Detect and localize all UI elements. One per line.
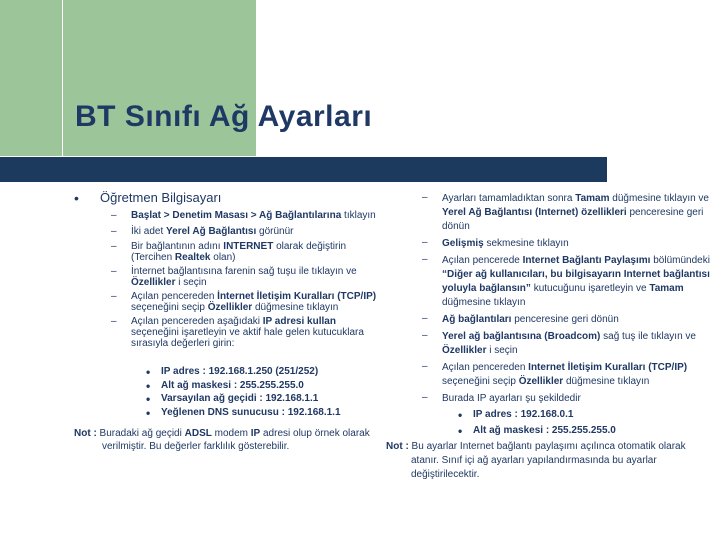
step-item [74, 210, 379, 223]
heading-item [74, 190, 379, 206]
value-text: Alt ağ maskesi : 255.255.255.0 [161, 379, 304, 391]
value-item [386, 409, 716, 422]
step-item [386, 237, 716, 251]
dash-icon: – [111, 266, 117, 277]
dash-icon: – [111, 316, 117, 327]
step-text: Başlat > Denetim Masası > Ağ Bağlantılarına tıklayın [131, 210, 376, 221]
step-text: Yerel ağ bağlantısına (Broadcom) sağ tuş ile tıklayın ve Özellikler i seçin [442, 331, 696, 356]
value-item [74, 393, 379, 406]
dash-icon: – [422, 192, 428, 203]
dash-icon: – [422, 330, 428, 341]
step-item [74, 291, 379, 313]
dash-icon: – [422, 313, 428, 324]
heading-text: Öğretmen Bilgisayarı [100, 190, 222, 205]
dash-icon: – [422, 361, 428, 372]
step-item [74, 226, 379, 239]
value-text: IP adres : 192.168.0.1 [473, 409, 574, 420]
dash-icon: – [422, 254, 428, 265]
bullet-icon: • [146, 365, 151, 379]
dash-icon: – [111, 241, 117, 252]
value-text: Yeğlenen DNS sunucusu : 192.168.1.1 [161, 406, 341, 418]
step-item [386, 392, 716, 406]
bullet-icon: • [146, 405, 151, 420]
dash-icon: – [422, 237, 428, 248]
note-text: Not : Bu ayarlar Internet bağlantı paylaşımı açılınca otomatik olarak atanır. Sınıf içi ağ ayarları yapılandırmasında bu ayarlar değiştirilecektir. [386, 441, 686, 480]
decorative-vertical-line [62, 0, 63, 546]
step-text: Ağ bağlantıları penceresine geri dönün [442, 314, 619, 325]
step-text: Bir bağlantının adını INTERNET olarak değiştirin (Tercihen Realtek olan) [131, 241, 347, 263]
step-item [386, 313, 716, 327]
step-item [74, 241, 379, 263]
dash-icon: – [422, 392, 428, 403]
right-column [386, 192, 716, 482]
step-text: Burada IP ayarları şu şekildedir [442, 393, 581, 404]
step-text: Açılan pencereden aşağıdaki IP adresi kullan seçeneğini işaretleyin ve aktif hale gelen kutucuklara sırasıyla değerleri girin: [131, 316, 364, 349]
left-column [74, 190, 379, 453]
title-underline-bar [0, 157, 607, 182]
dash-icon: – [111, 210, 117, 221]
step-text: Açılan pencereden İnternet İletişim Kuralları (TCP/IP) seçeneğini seçip Özellikler düğmesine tıklayın [131, 291, 377, 313]
value-item [386, 425, 716, 438]
value-text: Alt ağ maskesi : 255.255.255.0 [473, 424, 616, 436]
bullet-icon: • [458, 408, 463, 422]
bullet-icon: • [146, 378, 151, 393]
note-text: Not : Buradaki ağ geçidi ADSL modem IP adresi olup örnek olarak verilmiştir. Bu değerler farklılık gösterebilir. [74, 428, 370, 452]
step-item [386, 361, 716, 389]
dash-icon: – [111, 291, 117, 302]
step-text: İki adet Yerel Ağ Bağlantısı görünür [131, 225, 294, 237]
value-item [74, 366, 379, 379]
step-text: İnternet bağlantısına farenin sağ tuşu ile tıklayın ve Özellikler i seçin [131, 266, 357, 288]
step-item [386, 192, 716, 234]
value-item [74, 407, 379, 420]
bullet-icon: • [74, 190, 79, 206]
step-text: Açılan pencerede Internet Bağlantı Paylaşımı bölümündeki “Diğer ağ kullanıcıları, bu bilgisayarın Internet bağlantısı yoluyla bağlansın” kutucuğunu işaretleyin ve Tamam düğmesine tıklayın [442, 255, 710, 308]
step-item [386, 254, 716, 310]
slide-title: BT Sınıfı Ağ Ayarları [75, 100, 373, 133]
step-text: Açılan pencereden Internet İletişim Kuralları (TCP/IP) seçeneğini seçip Özellikler düğmesine tıklayın [442, 362, 688, 387]
bullet-icon: • [146, 392, 151, 406]
step-item [74, 266, 379, 288]
dash-icon: – [111, 225, 117, 237]
step-item [386, 330, 716, 358]
step-text: Gelişmiş sekmesine tıklayın [442, 238, 569, 249]
value-text: Varsayılan ağ geçidi : 192.168.1.1 [161, 393, 319, 404]
value-text: IP adres : 192.168.1.250 (251/252) [161, 366, 319, 377]
bullet-icon: • [458, 423, 463, 438]
value-item [74, 380, 379, 393]
step-text: Ayarları tamamladıktan sonra Tamam düğmesine tıklayın ve Yerel Ağ Bağlantısı (Internet) özellikleri penceresine geri dönün [442, 193, 709, 232]
step-item [74, 316, 379, 349]
